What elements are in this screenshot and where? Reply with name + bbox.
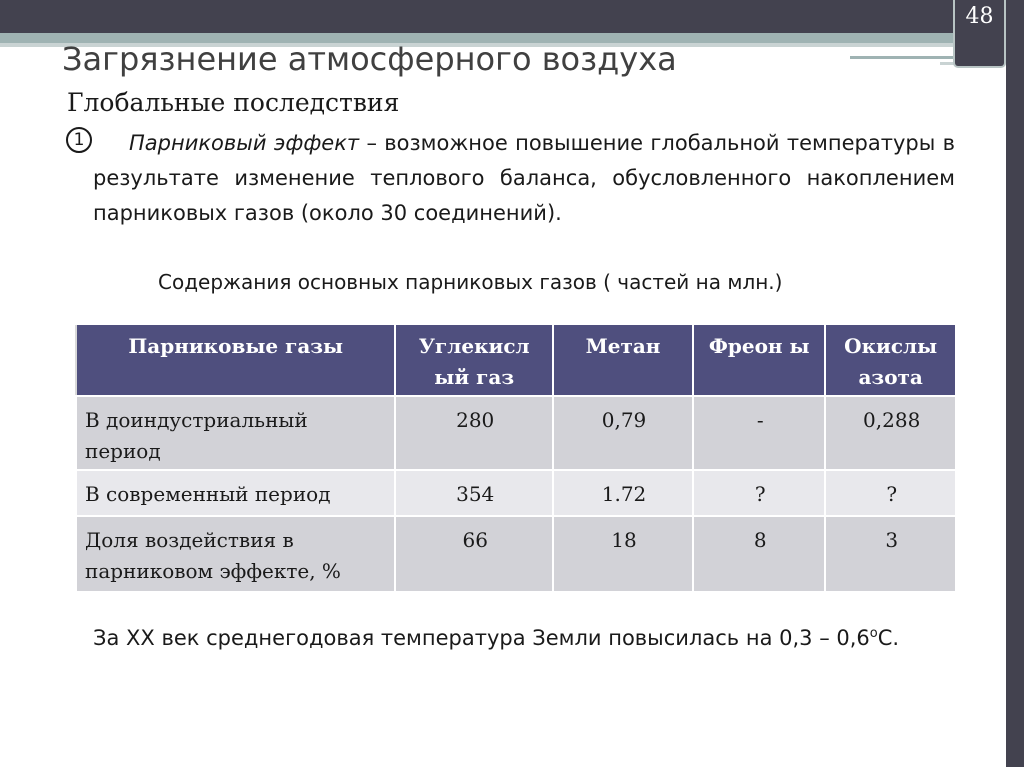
column-header: Парниковые газы [76, 324, 395, 396]
table-cell: 18 [553, 516, 693, 592]
table-cell: 0,79 [553, 396, 693, 470]
table-cell: 0,288 [825, 396, 956, 470]
slide-subtitle: Глобальные последствия [67, 88, 400, 117]
degree-mark: о [869, 626, 878, 641]
table-cell: 3 [825, 516, 956, 592]
table-cell: - [693, 396, 825, 470]
greenhouse-paragraph [93, 126, 955, 231]
table-row [76, 396, 956, 470]
column-header: Углекисл ый газ [395, 324, 552, 396]
table-cell: 8 [693, 516, 825, 592]
column-header: Фреон ы [693, 324, 825, 396]
paragraph-text: – возможное повышение глобальной температуры в результате изменение теплового баланса, обусловленного накоплением парниковых газов (около 30 соединений). [93, 131, 955, 225]
table-header-row [76, 324, 956, 396]
column-header: Метан [553, 324, 693, 396]
note-text: За XX век среднегодовая температура Земли повысилась на 0,3 – 0,6 [93, 626, 870, 650]
table-cell: 66 [395, 516, 552, 592]
table-cell: 354 [395, 470, 552, 516]
column-header: Окислы азота [825, 324, 956, 396]
table-cell: ? [825, 470, 956, 516]
circled-number-icon: 1 [66, 127, 92, 153]
accent-line-short [850, 56, 954, 59]
slide-title: Загрязнение атмосферного воздуха [62, 40, 677, 78]
table-row [76, 516, 956, 592]
row-label: Доля воздействия в парниковом эффекте, % [76, 516, 395, 592]
table-cell: ? [693, 470, 825, 516]
term-greenhouse-effect: Парниковый эффект [129, 131, 360, 155]
temperature-unit: С. [877, 626, 900, 650]
table-caption: Содержания основных парниковых газов ( частей на млн.) [158, 270, 783, 294]
table-row [76, 470, 956, 516]
temperature-note [93, 616, 955, 656]
table-cell: 280 [395, 396, 552, 470]
right-bar [1006, 0, 1024, 767]
table-cell: 1.72 [553, 470, 693, 516]
page-number: 48 [965, 4, 994, 29]
greenhouse-gas-table [75, 323, 957, 593]
top-bar [0, 0, 1024, 33]
row-label: В доиндустриальный период [76, 396, 395, 470]
row-label: В современный период [76, 470, 395, 516]
